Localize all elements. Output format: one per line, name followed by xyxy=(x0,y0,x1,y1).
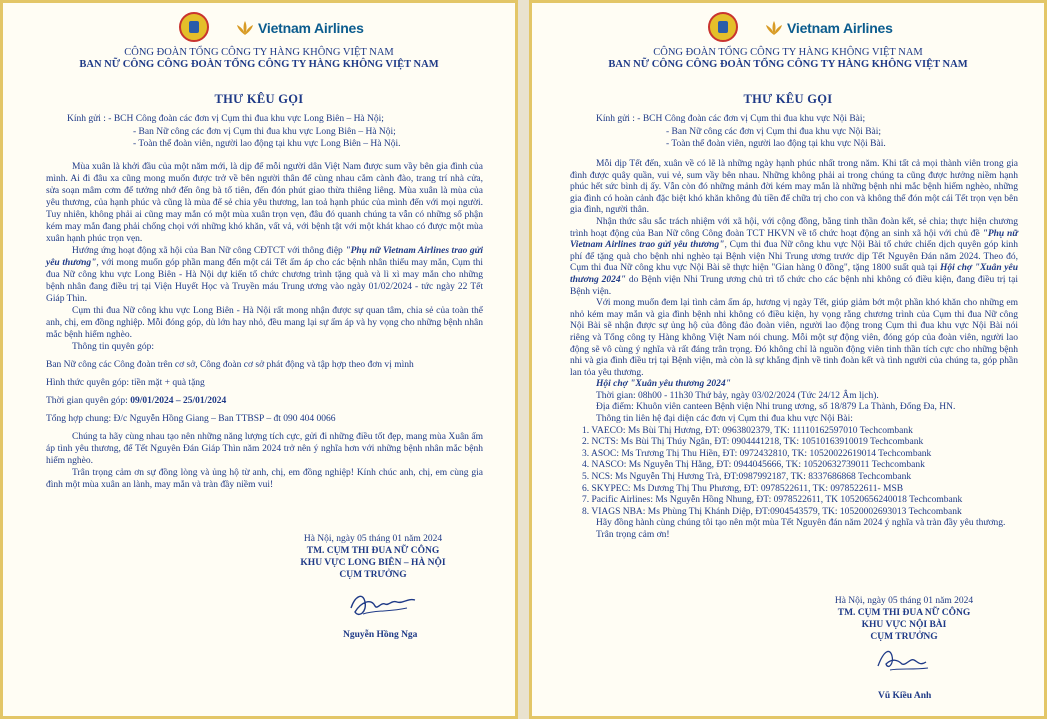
contact-item: 3. ASOC: Ms Trương Thị Thu Hiền, ĐT: 0972432810, TK: 10520022619014 Techcombank xyxy=(582,448,932,459)
paragraph xyxy=(46,245,483,305)
letter-header-logos xyxy=(532,12,1044,46)
sign-title: TM. CỤM THI ĐUA NỮ CÔNG xyxy=(837,608,971,618)
contact-item: 6. SKYPEC: Ms Dương Thị Thu Phương, ĐT: 0978522611, TK: 0978522611- MSB xyxy=(582,483,904,494)
vietnam-airlines-logo xyxy=(235,17,364,39)
org-line-1: CÔNG ĐOÀN TỔNG CÔNG TY HÀNG KHÔNG VIỆT NAM xyxy=(653,47,923,58)
campaign-slogan: "Phụ nữ Vietnam Airlines trao gửi yêu thương" xyxy=(570,228,1018,251)
letter-body xyxy=(46,161,483,491)
vietnam-airlines-lotus-icon xyxy=(764,19,784,37)
trade-union-logo-icon xyxy=(179,12,209,42)
addressee-list xyxy=(67,113,401,151)
letter-body xyxy=(570,159,1018,542)
addressee-line: Kính gửi : - BCH Công đoàn các đơn vị Cụm thi đua khu vực Long Biên – Hà Nội; xyxy=(67,114,384,124)
signer-name: Vũ Kiều Anh xyxy=(878,691,932,701)
trade-union-logo-icon xyxy=(708,12,738,42)
fair-name: Hội chợ "Xuân yêu thương 2024" xyxy=(570,263,1018,285)
vietnam-airlines-lotus-icon xyxy=(235,19,255,37)
fair-time: Thời gian: 08h00 - 11h30 Thứ bảy, ngày 03/02/2024 (Tức 24/12 Âm lịch). xyxy=(596,390,879,401)
addressee-line: Kính gửi : - BCH Công đoàn các đơn vị Cụm thi đua khu vực Nội Bài; xyxy=(596,114,866,124)
sign-title: KHU VỰC NỘI BÀI xyxy=(861,620,947,630)
letter-date: Hà Nội, ngày 05 tháng 01 năm 2024 xyxy=(303,534,443,544)
letter-noi-bai xyxy=(529,0,1047,719)
paragraph: Mỗi dịp Tết đến, xuân về có lẽ là những ngày hạnh phúc nhất trong năm. Khi tất cả mọi thành viên trong gia đình được quây quần, vui vẻ, sum vầy bên nhau. Những không phải ai trong chúng ta cũng được hưởng niềm hạnh phúc hết sức bình dị ấy. Vẫn còn đó những mảnh đời kém may mắn là những bệnh nhi mắc bệnh hiểm nghèo, những gia đình có hoàn cảnh đặc biệt khó khăn không đủ tiền để chữa trị cho con và không thể đón một cái Tết trọn vẹn bên gia đình, người thân. xyxy=(570,159,1018,216)
text-run: , Cụm thi đua Nữ công khu vực Nội Bài tổ chức chiến dịch quyên góp kinh phí để tặng quà cho bệnh nhi nghèo tại Bệnh viện Nhi Trung ương trước dịp Tết Nguyên Đán năm 2024. Theo đó, Cụm thi đua Nữ công khu vực Nội Bài sẽ thực hiện "Gian hàng 0 đồng", tặng 1800 suất quà tại xyxy=(570,240,1018,274)
signature-icon xyxy=(345,588,425,622)
addressee-line: - Ban Nữ công các đơn vị Cụm thi đua khu vực Nội Bài; xyxy=(666,126,882,137)
sign-title: CỤM TRƯỞNG xyxy=(339,570,407,580)
contact-item: 2. NCTS: Ms Bùi Thị Thúy Ngân, ĐT: 0904441218, TK: 10510163910019 Techcombank xyxy=(582,437,924,448)
contact-item: 7. Pacific Airlines: Ms Nguyễn Hồng Nhung, ĐT: 0978522611, TK 10520656240018 Techcombank xyxy=(582,495,963,506)
paragraph: Hãy đồng hành cùng chúng tôi tạo nên một mùa Tết Nguyên đán năm 2024 ý nghĩa và tràn đầy yêu thương. xyxy=(596,518,1006,529)
info-line: Hình thức quyên góp: tiền mặt + quà tặng xyxy=(46,378,205,388)
contact-title: Thông tin liên hệ đại diện các đơn vị Cụm thi đua khu vực Nội Bài: xyxy=(596,414,853,425)
signature-block xyxy=(273,533,473,581)
info-line: Ban Nữ công các Công đoàn trên cơ sở, Công đoàn cơ sở phát động và tập hợp theo đơn vị mình xyxy=(46,360,414,370)
org-line-1: CÔNG ĐOÀN TỔNG CÔNG TY HÀNG KHÔNG VIỆT NAM xyxy=(124,47,394,58)
paragraph: Mùa xuân là khởi đầu của một năm mới, là dịp để mỗi người dân Việt Nam được sum vầy bên gia đình của mình. Ai đi đâu xa cũng mong muốn được trở về bên người thân để cùng nhau cắm cành đào, trang trí nhà cửa, sửa soạn mâm cơm để tưởng nhớ đến ông bà tổ tiên, đến đón phút giao thừa thiêng liêng. Mùa xuân là mùa của yêu thương, của hạnh phúc và cũng là mùa để sẻ chia yêu thương, lan toả hạnh phúc của mình đến với mọi người. Tuy nhiên, không phải ai cũng may mắn có một mùa xuân trọn vẹn, đâu đó quanh chúng ta vẫn có những số phận kém may mắn đang phải chống chọi với những khó khăn, vất vả, với bệnh tật với một khát khao có được một mùa xuân hạnh phúc trọn vẹn. xyxy=(46,162,483,244)
letter-long-bien xyxy=(0,0,518,719)
signer-name: Nguyễn Hồng Nga xyxy=(343,630,418,640)
sign-title: CỤM TRƯỞNG xyxy=(870,632,938,642)
paragraph: Chúng ta hãy cùng nhau tạo nên những năng lượng tích cực, gửi đi những điều tốt đẹp, mang mùa Xuân ấm áp tình yêu thương, để Tết Nguyên Đán Giáp Thìn năm 2024 trở nên ý nghĩa hơn với những bệnh nhân mắc bệnh hiểm nghèo. xyxy=(46,432,483,466)
letter-header-logos xyxy=(3,12,515,46)
paragraph: Với mong muốn đem lại tình cảm ấm áp, hương vị ngày Tết, giúp giảm bớt một phần khó khăn cho những em nhỏ kém may mắn và gia đình bệnh nhi không có điều kiện, hy vọng rằng chương trình của Cụm thi đua Nữ công Nội Bài sẽ nhận được sự ủng hộ của đông đảo đoàn viên, người lao động trong Cụm thi đua khu vực Nội Bài nói riêng và Tổng công ty Hàng không Việt Nam nói chung. Mỗi một sự động viên, đóng góp của đoàn viên, người lao động sẽ vô cùng ý nghĩa và rất đáng trân trọng. Đó không chỉ là nguồn động viên tinh thần tích cực cho những bệnh nhi và gia đình điều trị tại Bệnh viện, mà còn là sự khẳng định về tinh đoàn kết và tình người của chúng ta, góp phần lan tỏa yêu thương. xyxy=(570,298,1018,378)
info-title: Thông tin quyên góp: xyxy=(72,342,155,352)
contact-item: 8. VIAGS NBA: Ms Phùng Thị Khánh Diệp, ĐT:0904543579, TK: 10520002693013 Techcombank xyxy=(582,506,962,517)
signature-block xyxy=(804,595,1004,643)
paragraph xyxy=(570,217,1018,298)
contact-item: 4. NASCO: Ms Nguyễn Thị Hằng, ĐT: 0944045666, TK: 10520632739011 Techcombank xyxy=(582,460,925,471)
addressee-line: - Ban Nữ công các đơn vị Cụm thi đua khu vực Long Biên – Hà Nội; xyxy=(133,126,396,137)
addressee-list xyxy=(596,113,886,151)
fair-place: Địa điểm: Khuôn viên canteen Bệnh viện Nhi trung ương, số 18/879 La Thành, Đống Đa, HN. xyxy=(596,402,956,413)
contact-item: 5. NCS: Ms Nguyễn Thị Hương Trà, ĐT:0987992187, TK: 8337686868 Techcombank xyxy=(582,472,912,483)
info-line: Tổng hợp chung: Đ/c Nguyễn Hồng Giang – Ban TTBSP – đt 090 404 0066 xyxy=(46,414,336,424)
text-run: do Bệnh viện Nhi Trung ương chủ trì tổ chức cho các bệnh nhi không có điều kiện, đang điều trị tại Bệnh viện. xyxy=(570,274,1018,297)
text-run: Hướng ứng hoạt động xã hội của Ban Nữ công CĐTCT với thông điệp xyxy=(72,246,346,256)
text-run: Nhận thức sâu sắc trách nhiệm với xã hội, với cộng đồng, bằng tinh thần đoàn kết, sẻ chia; thực hiện chương trình hoạt động của Ban Nữ công Công đoàn TCT HKVN về tổ chức hoạt động an sinh xã hội với chủ đề xyxy=(570,216,1018,239)
org-line-2: BAN NỮ CÔNG CÔNG ĐOÀN TỔNG CÔNG TY HÀNG KHÔNG VIỆT NAM xyxy=(608,59,968,70)
letter-date: Hà Nội, ngày 05 tháng 01 năm 2024 xyxy=(834,596,974,606)
info-line xyxy=(46,395,483,407)
brand-name: Vietnam Airlines xyxy=(787,20,893,36)
addressee-line: - Toàn thể đoàn viên, người lao động tại khu vực Long Biên – Hà Nội. xyxy=(133,139,401,149)
letter-title: THƯ KÊU GỌI xyxy=(214,92,304,106)
org-line-2: BAN NỮ CÔNG CÔNG ĐOÀN TỔNG CÔNG TY HÀNG KHÔNG VIỆT NAM xyxy=(79,59,439,70)
paragraph: Trân trọng cảm ơn sự đồng lòng và ủng hộ từ anh, chị, em đồng nghiệp! Kính chúc anh, chị, em cùng gia đình một mùa xuân an lành, may mắn và tràn đầy niềm vui! xyxy=(46,468,483,490)
vietnam-airlines-logo xyxy=(764,17,893,39)
fair-heading xyxy=(570,379,1018,391)
sign-title: TM. CỤM THI ĐUA NỮ CÔNG xyxy=(306,546,440,556)
brand-name: Vietnam Airlines xyxy=(258,20,364,36)
text-run: , với mong muốn góp phần mang đến một cái Tết ấm áp cho các bệnh nhân thiếu may mắn, Cụm thi đua Nữ công khu vực Long Biên - Hà Nội dự kiến tổ chức chương trình tặng quà và lì xì may mắn cho những bệnh nhân đang điều trị tại Viện Huyết Học và Truyền máu Trung ương vào ngày 01/02/2024 - tức ngày 22 Tết Giáp Thìn. xyxy=(46,258,483,304)
signature-icon xyxy=(870,644,940,676)
paragraph: Cụm thi đua Nữ công khu vực Long Biên - Hà Nội rất mong nhận được sự quan tâm, chia sẻ của toàn thể anh, chị, em đồng nghiệp. Mỗi đóng góp, dù lớn hay nhỏ, đều mang lại sự ấm áp và hy vọng cho những bệnh nhân mắc bệnh hiểm nghèo. xyxy=(46,306,483,340)
sign-title: KHU VỰC LONG BIÊN – HÀ NỘI xyxy=(300,558,446,568)
info-label: Thời gian quyên góp: xyxy=(46,396,131,406)
contact-item: 1. VAECO: Ms Bùi Thị Hương, ĐT: 0963802379, TK: 11110162597010 Techcombank xyxy=(582,425,913,436)
info-value: 09/01/2024 – 25/01/2024 xyxy=(130,396,227,406)
fair-title: Hội chợ "Xuân yêu thương 2024" xyxy=(596,379,731,390)
letter-title: THƯ KÊU GỌI xyxy=(743,92,833,106)
paragraph: Trân trọng cảm ơn! xyxy=(596,530,670,540)
campaign-slogan: "Phụ nữ Vietnam Airlines trao gửi yêu thương" xyxy=(46,246,483,268)
addressee-line: - Toàn thể đoàn viên, người lao động tại khu vực Nội Bài. xyxy=(666,139,886,149)
